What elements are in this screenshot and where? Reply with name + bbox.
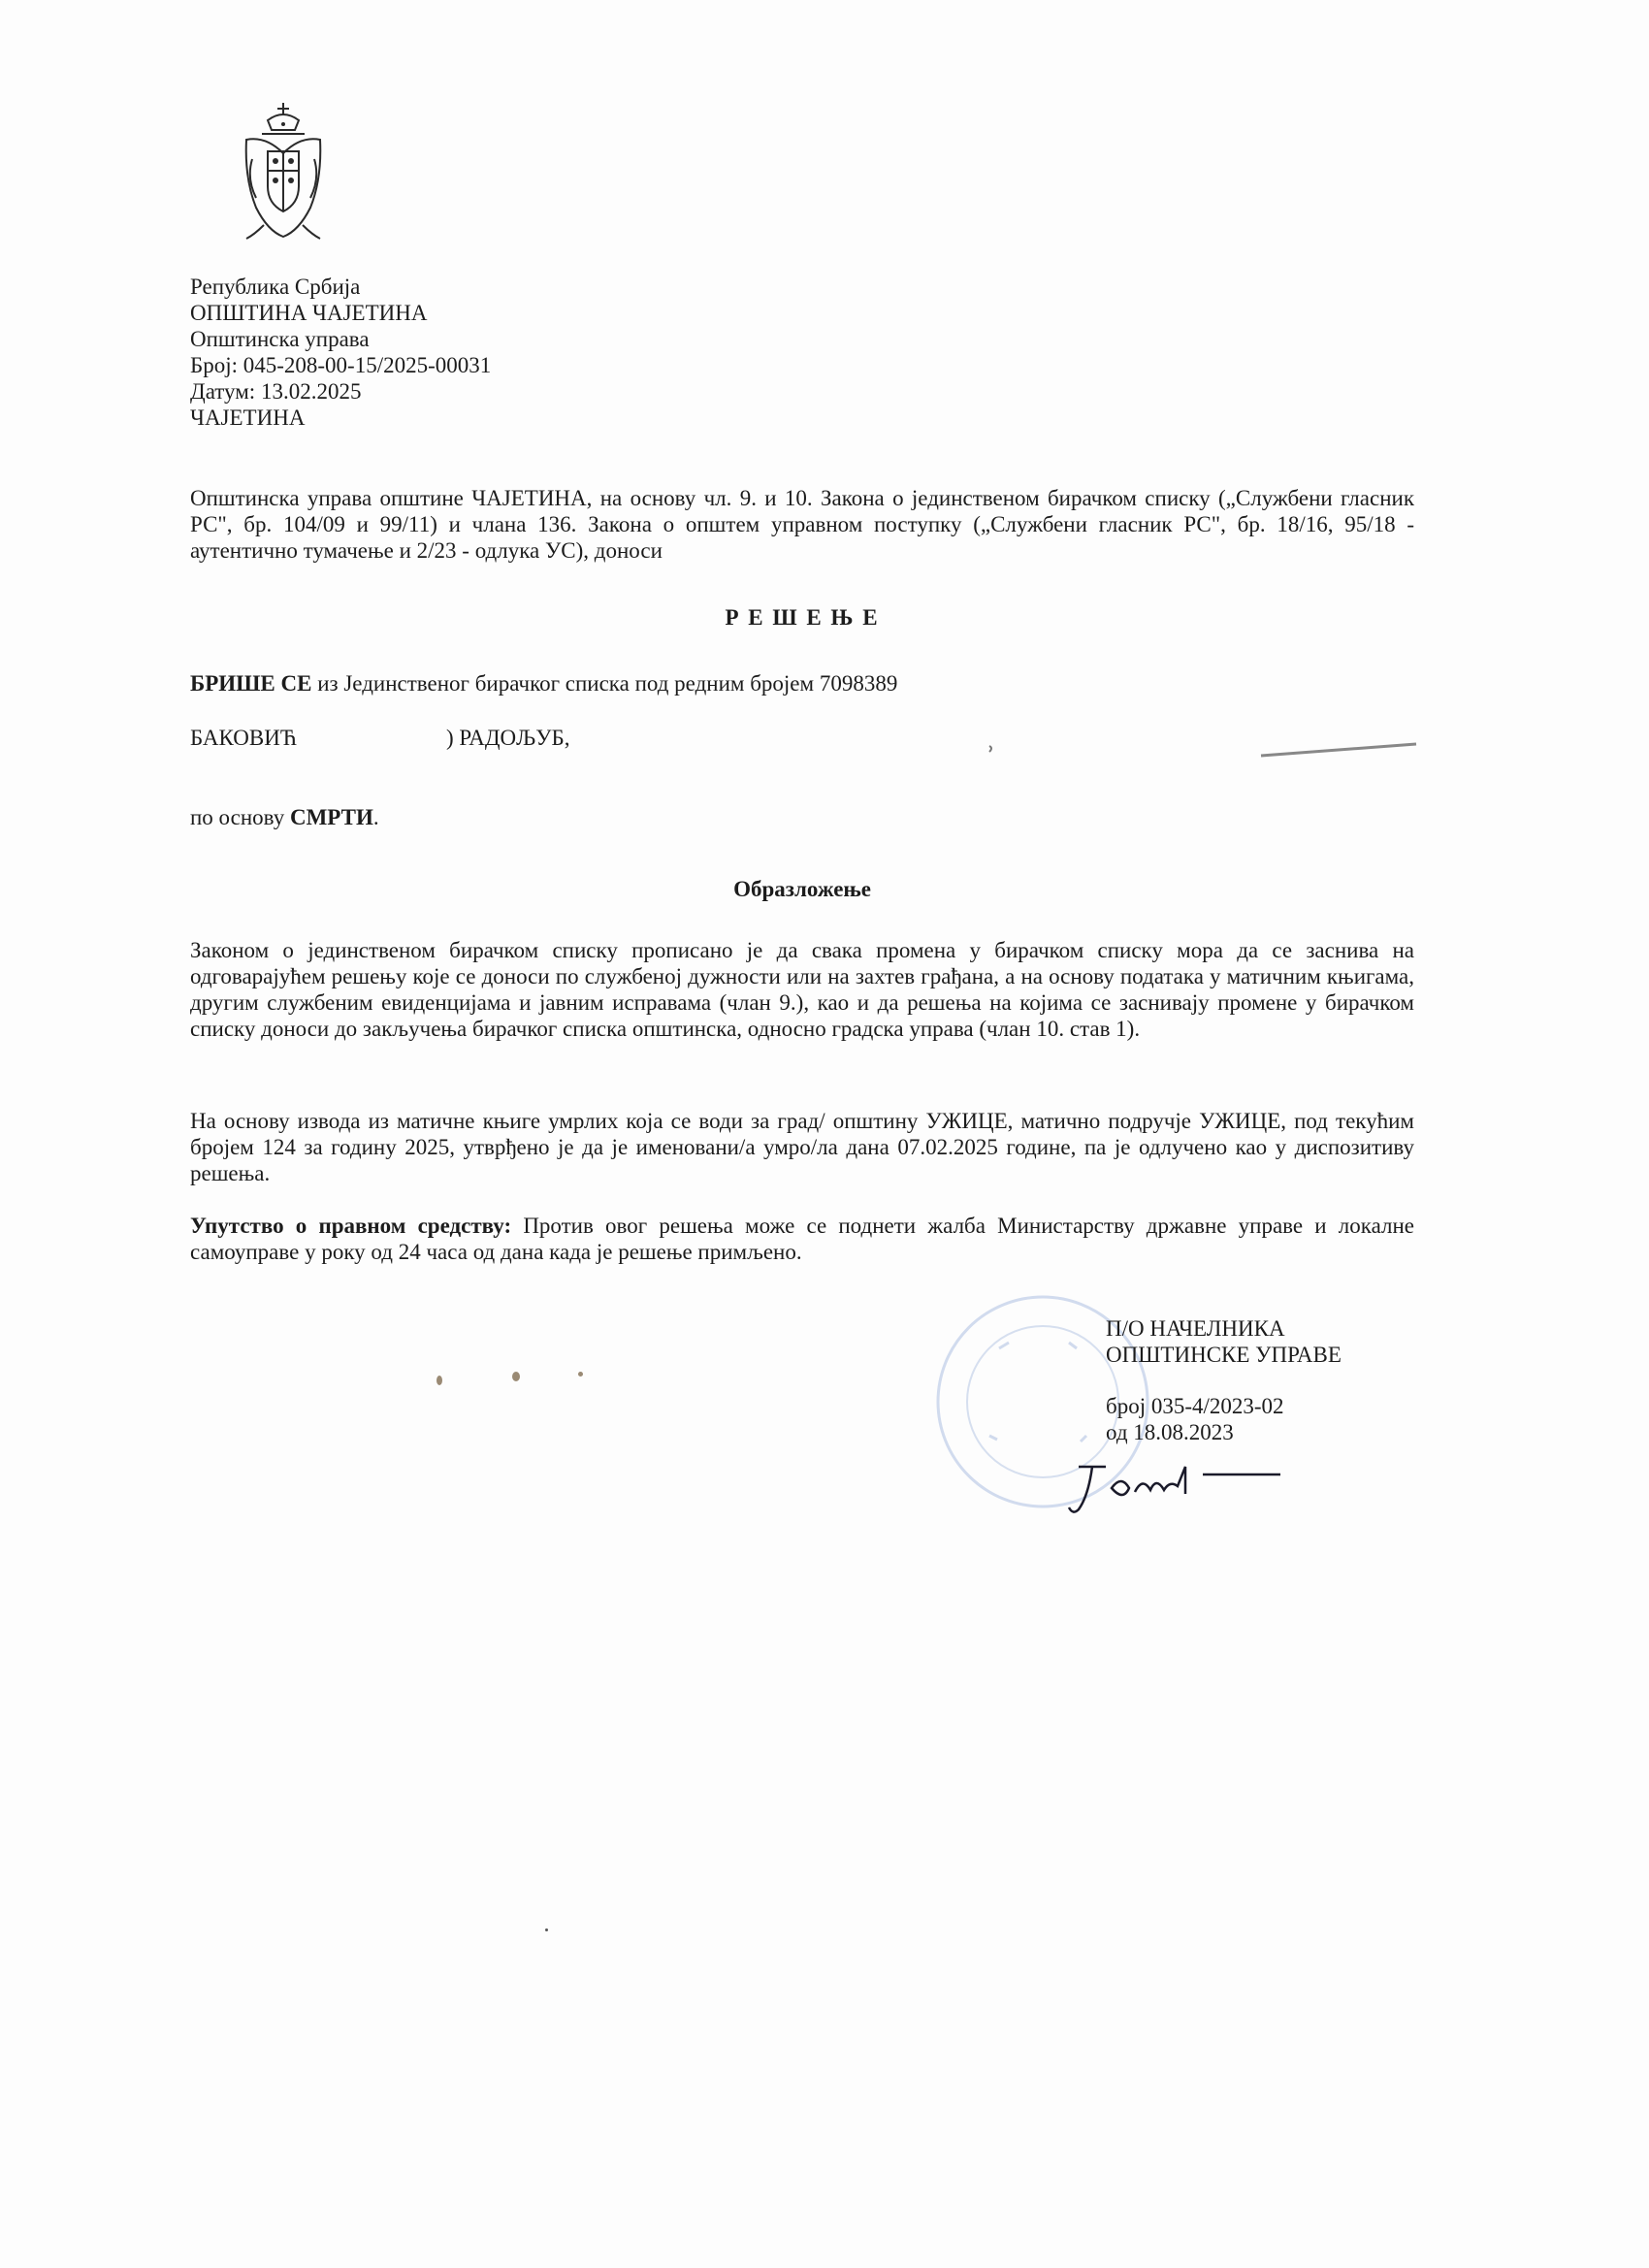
name-line-left: БАКОВИЋ [190,726,297,750]
scan-speck [578,1372,583,1377]
decision-lead: БРИШЕ СЕ [190,671,312,696]
basis-bold: СМРТИ [289,805,373,829]
basis-suffix: . [372,805,379,829]
handwritten-signature [1067,1445,1319,1523]
redaction-smudge [621,732,1426,771]
name-line-mid: ) РАДОЉУБ, [446,726,570,750]
legal-remedy-paragraph [190,1213,1414,1265]
decision-text: из Јединственог бирачког списка под редним бројем 7098389 [311,671,898,696]
reasoning-title: Образложење [733,877,871,901]
basis-line [190,805,379,830]
authorization-number: број 035-4/2023-02 [1106,1394,1284,1418]
country-line: Република Србија [190,275,361,299]
signatory-title-1: П/О НАЧЕЛНИКА [1106,1316,1285,1341]
legal-remedy-text: Против овог решења може се поднети жалба Министарству државне управе и локалне самоуправе у року од 24 часа од дана када је решење примљено. [190,1214,1414,1264]
document-date: Датум: 13.02.2025 [190,379,362,404]
header-block [190,274,491,431]
city-line: ЧАЈЕТИНА [190,405,306,430]
basis-prefix: по основу [190,805,290,829]
authorization-date: од 18.08.2023 [1106,1420,1234,1444]
legal-remedy-lead: Упутство о правном средству: [190,1214,512,1238]
administration-line: Општинска управа [190,327,370,351]
scan-speck [512,1372,520,1381]
decision-line [190,671,897,697]
intro-paragraph: Општинска управа општине ЧАЈЕТИНА, на основу чл. 9. и 10. Закона о јединственом бирачком списку („Службени гласник РС", бр. 104/09 и 99/11) и члана 136. Закона о општем управном поступку („Службени гласник РС", бр. 18/16, 95/18 - аутентично тумачење и 2/23 - одлука УС), доноси [190,486,1414,563]
scan-speck [436,1376,442,1385]
signatory-title-2: ОПШТИНСКЕ УПРАВЕ [1106,1343,1342,1367]
decision-title: Р Е Ш Е Њ Е [725,605,880,630]
signature-block [1106,1315,1342,1445]
reasoning-paragraph-2: На основу извода из матичне књиге умрлих која се води за град/ општину УЖИЦЕ, матично подручје УЖИЦЕ, под текућим бројем 124 за годину 2025, утврђено је да је именовани/а умро/ла дана 07.02.2025 године, па је одлучено као у диспозитиву решења. [190,1109,1414,1185]
municipality-line: ОПШТИНА ЧАЈЕТИНА [190,301,428,325]
reasoning-paragraph-1: Законом о јединственом бирачком списку прописано је да свака промена у бирачком списку мора да се заснива на одговарајућем решењу које се доноси по службеној дужности или на захтев грађана, а на основу података у матичним књигама, другим службеним евиденцијама и јавним исправама (члан 9.), као и да решења на којима се заснивају промене у бирачком списку доноси до закључења бирачког списка општинска, односно градска управа (члан 10. став 1). [190,938,1414,1041]
coat-of-arms-logo [239,101,328,246]
document-number: Број: 045-208-00-15/2025-00031 [190,353,492,377]
scan-speck [545,1928,548,1931]
